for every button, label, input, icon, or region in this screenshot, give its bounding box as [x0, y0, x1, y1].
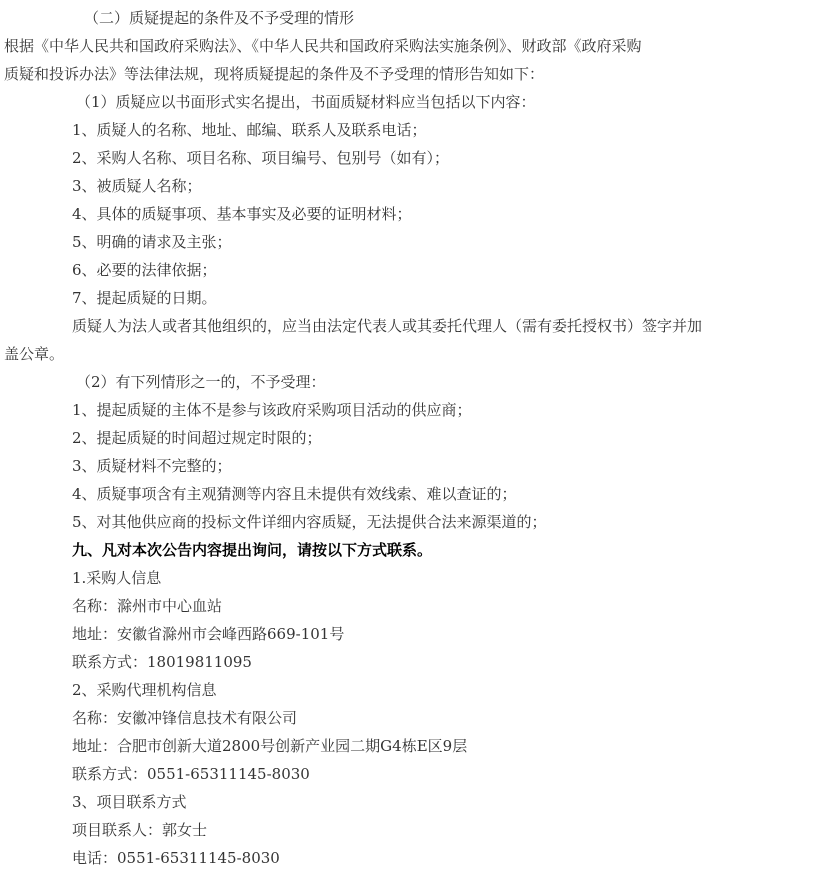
contact-field: 名称：滁州市中心血站 — [72, 597, 223, 615]
contact-group-heading: 2、采购代理机构信息 — [72, 681, 217, 699]
paragraph-line: 质疑和投诉办法》等法律法规，现将质疑提起的条件及不予受理的情形告知如下： — [4, 65, 545, 83]
list-item: 7、提起质疑的日期。 — [72, 289, 217, 307]
list-item: 2、提起质疑的时间超过规定时限的； — [72, 429, 322, 447]
list-item: 4、质疑事项含有主观猜测等内容且未提供有效线索、难以查证的； — [72, 485, 517, 503]
list-item: 3、质疑材料不完整的； — [72, 457, 232, 475]
list-item: 4、具体的质疑事项、基本事实及必要的证明材料； — [72, 205, 412, 223]
list-item: 5、对其他供应商的投标文件详细内容质疑，无法提供合法来源渠道的； — [72, 513, 547, 531]
contact-field: 联系方式：18019811095 — [72, 653, 252, 671]
section-heading: 九、凡对本次公告内容提出询问，请按以下方式联系。 — [72, 541, 433, 559]
paragraph-line: 根据《中华人民共和国政府采购法》、《中华人民共和国政府采购法实施条例》、财政部《政府采购 — [4, 37, 642, 55]
sub-item-heading: （1）质疑应以书面形式实名提出，书面质疑材料应当包括以下内容： — [76, 93, 536, 111]
list-item: 1、提起质疑的主体不是参与该政府采购项目活动的供应商； — [72, 401, 472, 419]
list-item: 5、明确的请求及主张； — [72, 233, 232, 251]
list-item: 3、被质疑人名称； — [72, 177, 202, 195]
sub-item-heading: （2）有下列情形之一的，不予受理： — [76, 373, 326, 391]
contact-field: 名称：安徽冲锋信息技术有限公司 — [72, 709, 298, 727]
contact-group-heading: 1.采购人信息 — [72, 569, 162, 587]
contact-field: 电话：0551-65311145-8030 — [72, 849, 280, 867]
list-item: 2、采购人名称、项目名称、项目编号、包别号（如有）； — [72, 149, 450, 167]
paragraph-line: 质疑人为法人或者其他组织的，应当由法定代表人或其委托代理人（需有委托授权书）签字并加 — [72, 317, 703, 335]
contact-field: 地址：合肥市创新大道2800号创新产业园二期G4栋E区9层 — [72, 737, 468, 755]
list-item: 1、质疑人的名称、地址、邮编、联系人及联系电话； — [72, 121, 427, 139]
contact-field: 联系方式：0551-65311145-8030 — [72, 765, 310, 783]
contact-field: 项目联系人：郭女士 — [72, 821, 208, 839]
contact-group-heading: 3、项目联系方式 — [72, 793, 187, 811]
section-subheading: （二）质疑提起的条件及不予受理的情形 — [84, 9, 355, 27]
paragraph-line: 盖公章。 — [4, 345, 65, 363]
list-item: 6、必要的法律依据； — [72, 261, 217, 279]
contact-field: 地址：安徽省滁州市会峰西路669-101号 — [72, 625, 345, 643]
